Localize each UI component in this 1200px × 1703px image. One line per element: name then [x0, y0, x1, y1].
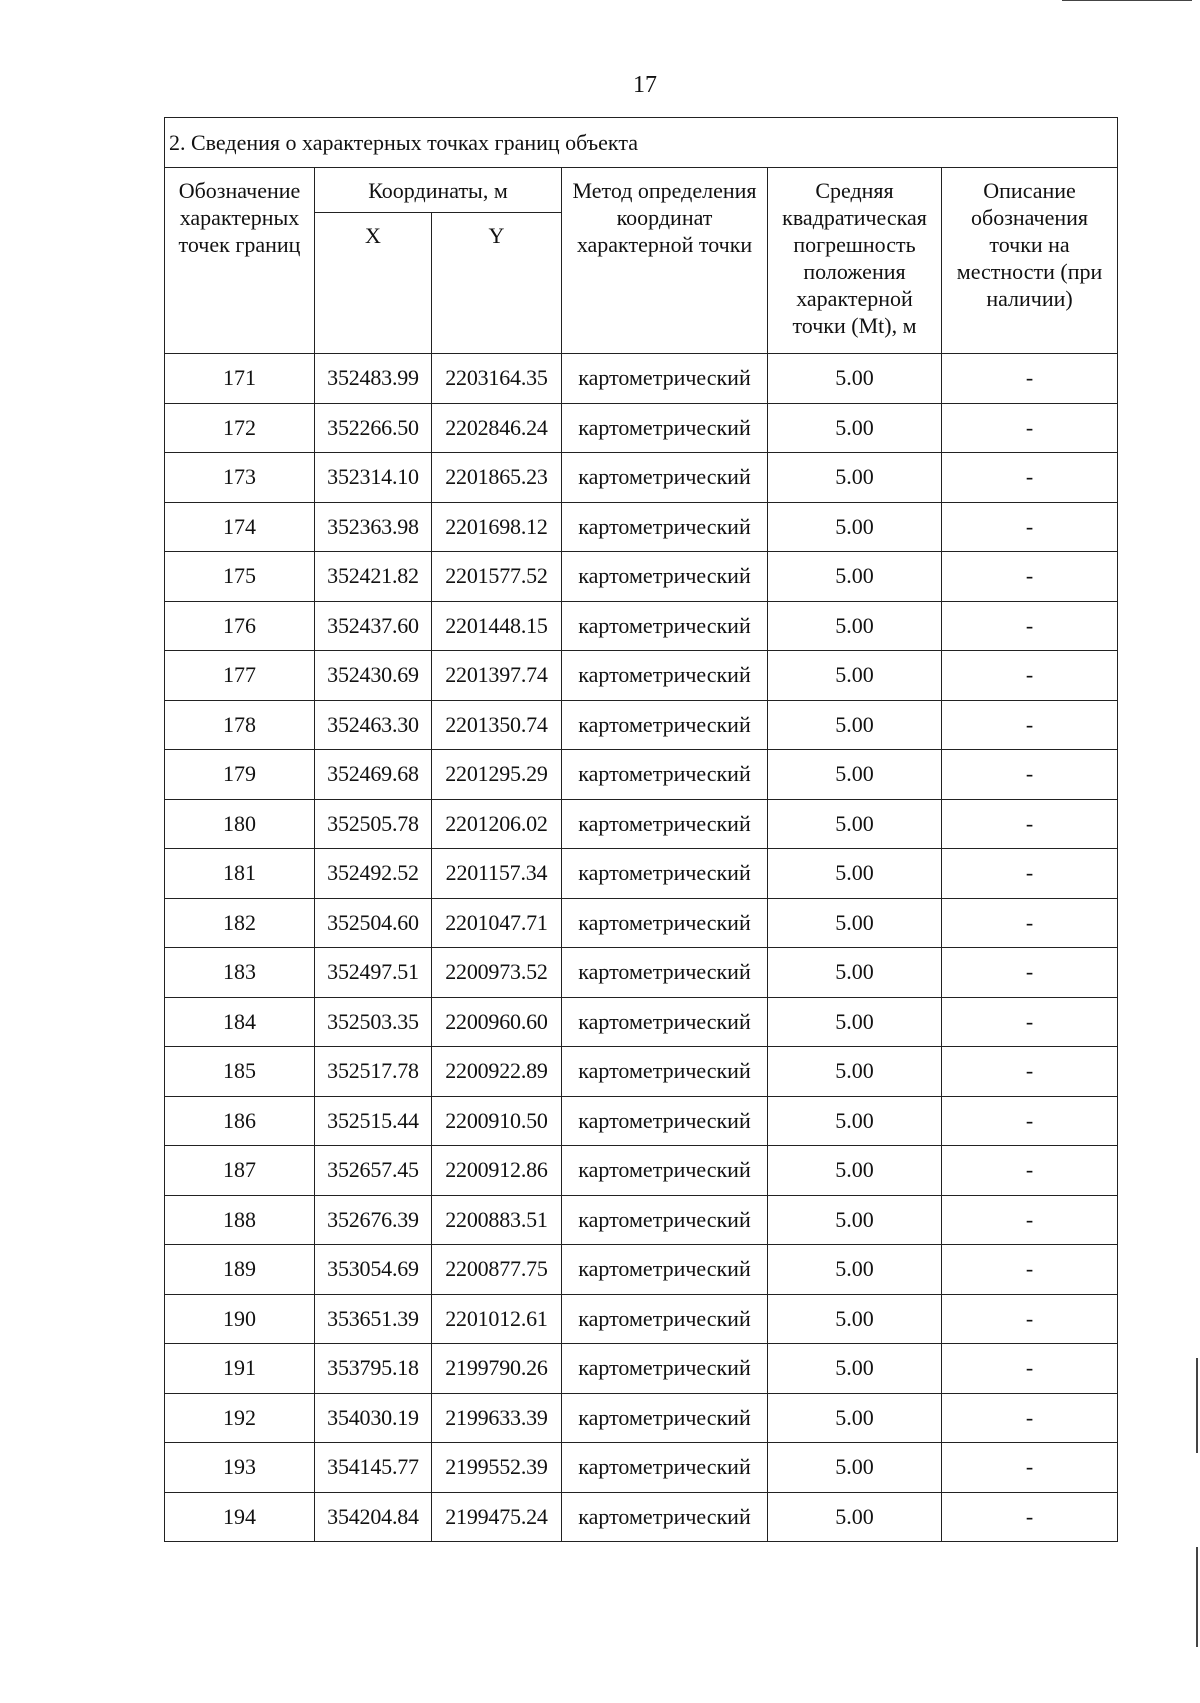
cell-description: -: [942, 1443, 1118, 1493]
header-x: X: [315, 213, 432, 354]
cell-description: -: [942, 799, 1118, 849]
cell-y: 2200877.75: [432, 1245, 562, 1295]
cell-point-number: 181: [165, 849, 315, 899]
cell-point-number: 193: [165, 1443, 315, 1493]
cell-x: 352676.39: [315, 1195, 432, 1245]
table-row: [165, 1443, 1118, 1493]
cell-mt: 5.00: [768, 502, 942, 552]
cell-y: 2201012.61: [432, 1294, 562, 1344]
table-row: [165, 849, 1118, 899]
cell-method: картометрический: [562, 849, 768, 899]
cell-mt: 5.00: [768, 750, 942, 800]
cell-x: 352492.52: [315, 849, 432, 899]
cell-method: картометрический: [562, 1146, 768, 1196]
cell-description: -: [942, 453, 1118, 503]
cell-mt: 5.00: [768, 849, 942, 899]
cell-method: картометрический: [562, 1245, 768, 1295]
table-row: [165, 1294, 1118, 1344]
cell-method: картометрический: [562, 1393, 768, 1443]
header-y: Y: [432, 213, 562, 354]
cell-method: картометрический: [562, 1096, 768, 1146]
cell-method: картометрический: [562, 750, 768, 800]
header-description: Описание обозначения точки на местности (при наличии): [942, 168, 1118, 354]
scan-line: [1062, 0, 1192, 1]
table-row: [165, 898, 1118, 948]
header-designation: Обозначение характерных точек границ: [165, 168, 315, 354]
cell-description: -: [942, 552, 1118, 602]
cell-mt: 5.00: [768, 651, 942, 701]
section-title: 2. Сведения о характерных точках границ объекта: [165, 118, 1118, 168]
cell-point-number: 171: [165, 354, 315, 404]
cell-point-number: 191: [165, 1344, 315, 1394]
cell-y: 2201397.74: [432, 651, 562, 701]
cell-method: картометрический: [562, 700, 768, 750]
cell-x: 353651.39: [315, 1294, 432, 1344]
cell-point-number: 190: [165, 1294, 315, 1344]
cell-y: 2199790.26: [432, 1344, 562, 1394]
cell-description: -: [942, 601, 1118, 651]
cell-x: 352483.99: [315, 354, 432, 404]
table-row: [165, 1146, 1118, 1196]
cell-y: 2200922.89: [432, 1047, 562, 1097]
cell-y: 2202846.24: [432, 403, 562, 453]
cell-description: -: [942, 1393, 1118, 1443]
cell-point-number: 178: [165, 700, 315, 750]
table-row: [165, 1245, 1118, 1295]
table-row: [165, 997, 1118, 1047]
cell-y: 2201295.29: [432, 750, 562, 800]
cell-y: 2203164.35: [432, 354, 562, 404]
cell-x: 352314.10: [315, 453, 432, 503]
table-row: [165, 1344, 1118, 1394]
table-row: [165, 1096, 1118, 1146]
table-row: [165, 601, 1118, 651]
cell-description: -: [942, 502, 1118, 552]
cell-mt: 5.00: [768, 403, 942, 453]
table-row: [165, 403, 1118, 453]
cell-description: -: [942, 1047, 1118, 1097]
table-row: [165, 750, 1118, 800]
cell-x: 352430.69: [315, 651, 432, 701]
cell-method: картометрический: [562, 453, 768, 503]
header-method: Метод определения координат характерной точки: [562, 168, 768, 354]
cell-method: картометрический: [562, 997, 768, 1047]
cell-description: -: [942, 948, 1118, 998]
cell-x: 353054.69: [315, 1245, 432, 1295]
cell-y: 2201047.71: [432, 898, 562, 948]
cell-y: 2200910.50: [432, 1096, 562, 1146]
cell-description: -: [942, 750, 1118, 800]
cell-method: картометрический: [562, 1492, 768, 1542]
cell-mt: 5.00: [768, 1344, 942, 1394]
cell-point-number: 194: [165, 1492, 315, 1542]
cell-point-number: 172: [165, 403, 315, 453]
cell-y: 2200883.51: [432, 1195, 562, 1245]
table-row: [165, 453, 1118, 503]
cell-x: 352504.60: [315, 898, 432, 948]
cell-mt: 5.00: [768, 1245, 942, 1295]
cell-x: 352421.82: [315, 552, 432, 602]
table-row: [165, 1047, 1118, 1097]
cell-mt: 5.00: [768, 997, 942, 1047]
cell-description: -: [942, 1245, 1118, 1295]
cell-y: 2201206.02: [432, 799, 562, 849]
cell-y: 2201350.74: [432, 700, 562, 750]
cell-method: картометрический: [562, 1443, 768, 1493]
cell-description: -: [942, 898, 1118, 948]
cell-method: картометрический: [562, 799, 768, 849]
cell-description: -: [942, 1146, 1118, 1196]
cell-x: 352517.78: [315, 1047, 432, 1097]
cell-x: 354145.77: [315, 1443, 432, 1493]
cell-x: 354030.19: [315, 1393, 432, 1443]
cell-point-number: 173: [165, 453, 315, 503]
cell-y: 2200973.52: [432, 948, 562, 998]
header-error: Средняя квадратическая погрешность положения характерной точки (Mt), м: [768, 168, 942, 354]
cell-mt: 5.00: [768, 1047, 942, 1097]
table-row: [165, 651, 1118, 701]
cell-method: картометрический: [562, 403, 768, 453]
cell-mt: 5.00: [768, 799, 942, 849]
cell-y: 2199633.39: [432, 1393, 562, 1443]
cell-description: -: [942, 1294, 1118, 1344]
cell-mt: 5.00: [768, 601, 942, 651]
cell-y: 2199552.39: [432, 1443, 562, 1493]
cell-mt: 5.00: [768, 453, 942, 503]
cell-method: картометрический: [562, 1294, 768, 1344]
cell-y: 2201448.15: [432, 601, 562, 651]
cell-method: картометрический: [562, 552, 768, 602]
table-body: [165, 354, 1118, 1542]
cell-x: 352469.68: [315, 750, 432, 800]
cell-x: 352515.44: [315, 1096, 432, 1146]
cell-x: 352463.30: [315, 700, 432, 750]
cell-method: картометрический: [562, 1195, 768, 1245]
cell-point-number: 183: [165, 948, 315, 998]
cell-point-number: 184: [165, 997, 315, 1047]
cell-mt: 5.00: [768, 354, 942, 404]
cell-x: 352497.51: [315, 948, 432, 998]
cell-y: 2200912.86: [432, 1146, 562, 1196]
cell-point-number: 192: [165, 1393, 315, 1443]
cell-description: -: [942, 651, 1118, 701]
cell-point-number: 179: [165, 750, 315, 800]
cell-mt: 5.00: [768, 1294, 942, 1344]
cell-method: картометрический: [562, 1344, 768, 1394]
cell-y: 2201157.34: [432, 849, 562, 899]
table-row: [165, 948, 1118, 998]
cell-mt: 5.00: [768, 1195, 942, 1245]
scan-line: [1196, 1547, 1198, 1647]
cell-mt: 5.00: [768, 700, 942, 750]
cell-method: картометрический: [562, 601, 768, 651]
cell-x: 352266.50: [315, 403, 432, 453]
cell-y: 2199475.24: [432, 1492, 562, 1542]
cell-point-number: 175: [165, 552, 315, 602]
cell-x: 352363.98: [315, 502, 432, 552]
cell-x: 352503.35: [315, 997, 432, 1047]
header-coordinates: Координаты, м: [315, 168, 562, 213]
cell-point-number: 189: [165, 1245, 315, 1295]
table-row: [165, 552, 1118, 602]
cell-description: -: [942, 1096, 1118, 1146]
boundary-points-table: [164, 117, 1118, 1542]
cell-mt: 5.00: [768, 1096, 942, 1146]
cell-y: 2201577.52: [432, 552, 562, 602]
cell-point-number: 188: [165, 1195, 315, 1245]
cell-point-number: 187: [165, 1146, 315, 1196]
cell-y: 2201698.12: [432, 502, 562, 552]
cell-description: -: [942, 1344, 1118, 1394]
cell-mt: 5.00: [768, 898, 942, 948]
table-row: [165, 700, 1118, 750]
cell-point-number: 176: [165, 601, 315, 651]
scan-line: [1196, 1358, 1198, 1453]
cell-method: картометрический: [562, 898, 768, 948]
cell-description: -: [942, 1492, 1118, 1542]
cell-mt: 5.00: [768, 948, 942, 998]
cell-method: картометрический: [562, 948, 768, 998]
page-number: 17: [633, 72, 657, 98]
cell-mt: 5.00: [768, 1146, 942, 1196]
cell-y: 2201865.23: [432, 453, 562, 503]
cell-y: 2200960.60: [432, 997, 562, 1047]
cell-x: 353795.18: [315, 1344, 432, 1394]
table-row: [165, 1393, 1118, 1443]
cell-method: картометрический: [562, 651, 768, 701]
table-row: [165, 354, 1118, 404]
cell-x: 352505.78: [315, 799, 432, 849]
cell-mt: 5.00: [768, 1492, 942, 1542]
cell-point-number: 180: [165, 799, 315, 849]
cell-point-number: 177: [165, 651, 315, 701]
cell-mt: 5.00: [768, 552, 942, 602]
cell-x: 352437.60: [315, 601, 432, 651]
cell-method: картометрический: [562, 1047, 768, 1097]
cell-mt: 5.00: [768, 1393, 942, 1443]
cell-point-number: 174: [165, 502, 315, 552]
cell-x: 354204.84: [315, 1492, 432, 1542]
cell-method: картометрический: [562, 354, 768, 404]
cell-description: -: [942, 403, 1118, 453]
cell-mt: 5.00: [768, 1443, 942, 1493]
table-row: [165, 1492, 1118, 1542]
table-row: [165, 799, 1118, 849]
cell-method: картометрический: [562, 502, 768, 552]
cell-point-number: 182: [165, 898, 315, 948]
cell-point-number: 186: [165, 1096, 315, 1146]
cell-description: -: [942, 354, 1118, 404]
cell-point-number: 185: [165, 1047, 315, 1097]
cell-description: -: [942, 700, 1118, 750]
cell-description: -: [942, 1195, 1118, 1245]
table-row: [165, 1195, 1118, 1245]
cell-description: -: [942, 849, 1118, 899]
table-row: [165, 502, 1118, 552]
cell-x: 352657.45: [315, 1146, 432, 1196]
cell-description: -: [942, 997, 1118, 1047]
